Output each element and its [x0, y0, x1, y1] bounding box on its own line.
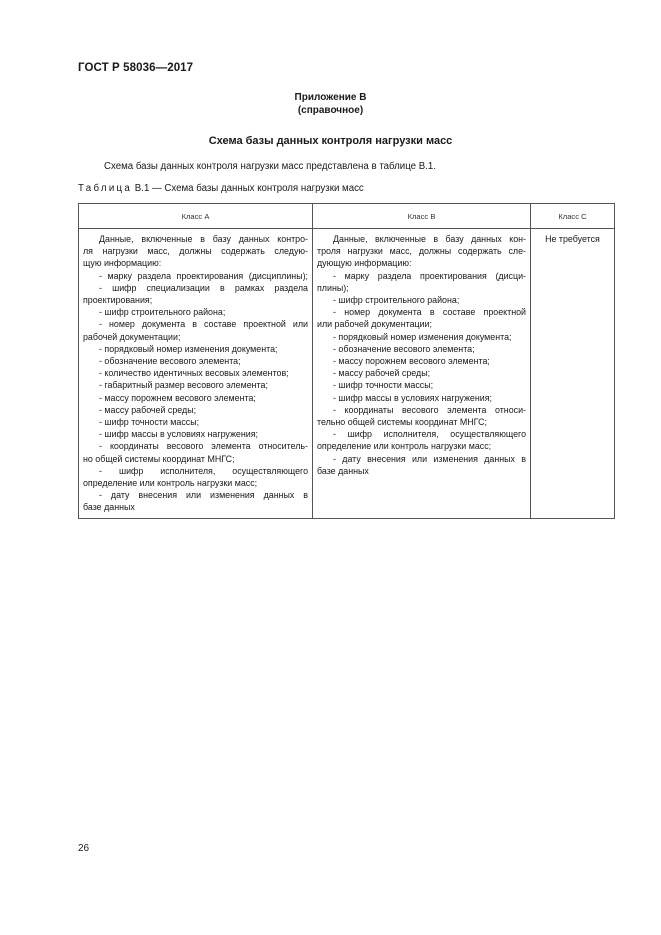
document-code: ГОСТ Р 58036—2017	[78, 62, 194, 74]
class-b-line: плины);	[317, 282, 349, 293]
class-a-line: определение или контроль нагрузки масс;	[83, 478, 258, 489]
class-b-line: - порядковый номер изменения документа;	[333, 331, 512, 342]
class-a-line: Данные, включенные в базу данных контро-	[99, 234, 308, 244]
class-b-line: - шифр точности массы;	[333, 380, 434, 391]
appendix-heading	[0, 91, 661, 117]
class-a-line: - шифр исполнителя, осуществляющего	[99, 465, 308, 476]
class-a-line: - количество идентичных весовых элементов;	[99, 368, 289, 379]
header-class-a: Класс А	[79, 204, 313, 229]
class-b-line: - шифр исполнителя, осуществляющего	[333, 429, 526, 440]
table-row	[79, 229, 615, 519]
class-a-line: - порядковый номер изменения документа;	[99, 343, 278, 354]
class-a-line: - шифр массы в условиях нагружения;	[99, 429, 258, 440]
class-a-line: - шифр строительного района;	[99, 307, 226, 318]
class-b-line: - шифр строительного района;	[333, 295, 460, 306]
class-a-line: но общей системы координат МНГС;	[83, 453, 235, 464]
class-a-line: - марку раздела проектирования (дисциплины);	[99, 270, 308, 281]
class-a-line: базе данных	[83, 502, 135, 513]
class-b-line: или рабочей документации;	[317, 319, 432, 330]
intro-paragraph: Схема базы данных контроля нагрузки масс представлена в таблице В.1.	[104, 161, 436, 172]
class-c-value: Не требуется	[545, 234, 600, 244]
class-a-line: ля нагрузки масс, должны содержать следую-	[83, 246, 308, 257]
cell-class-b	[313, 229, 531, 519]
class-b-line: тельно общей системы координат МНГС;	[317, 417, 487, 428]
class-b-line: базе данных	[317, 465, 369, 476]
table-caption-word: Таблица	[78, 183, 133, 194]
class-a-line: - массу рабочей среды;	[99, 404, 197, 415]
class-b-line: дующую информацию:	[317, 258, 412, 269]
header-class-c: Класс С	[531, 204, 615, 229]
class-a-line: - массу порожнем весового элемента;	[99, 392, 256, 403]
page-number: 26	[78, 843, 90, 854]
class-b-line: - массу порожнем весового элемента;	[333, 356, 490, 367]
class-b-line: - координаты весового элемента относи-	[333, 404, 526, 415]
class-a-line: - шифр специализации в рамках раздела	[99, 282, 308, 293]
header-class-b: Класс В	[313, 204, 531, 229]
class-a-line: - обозначение весового элемента;	[99, 356, 241, 367]
class-a-line: - шифр точности массы;	[99, 417, 200, 428]
class-a-line: щую информацию:	[83, 258, 162, 269]
class-b-line: определение или контроль нагрузки масс;	[317, 441, 492, 452]
class-b-line: - обозначение весового элемента;	[333, 343, 475, 354]
table-header-row	[79, 204, 615, 229]
class-b-line: - шифр массы в условиях нагружения;	[333, 392, 492, 403]
class-b-line: Данные, включенные в базу данных кон-	[333, 234, 526, 244]
class-a-line: - габаритный размер весового элемента;	[99, 380, 268, 391]
appendix-subtitle: (справочное)	[297, 105, 364, 116]
class-b-line: - дату внесения или изменения данных в	[333, 453, 526, 464]
class-b-line: - массу рабочей среды;	[333, 368, 431, 379]
class-b-line: - марку раздела проектирования (дисци-	[333, 270, 526, 281]
class-a-line: - номер документа в составе проектной или	[99, 319, 308, 330]
class-b-line: троля нагрузки масс, должны содержать сле-	[317, 246, 526, 257]
cell-class-c	[531, 229, 615, 519]
database-schema-table	[78, 203, 615, 519]
class-a-line: - дату внесения или изменения данных в	[99, 490, 308, 501]
class-a-line: - координаты весового элемента относитель-	[99, 441, 308, 452]
section-title: Схема базы данных контроля нагрузки масс	[208, 135, 453, 147]
class-a-line: проектирования;	[83, 295, 153, 306]
class-b-line: - номер документа в составе проектной	[333, 307, 526, 318]
table-caption	[78, 183, 364, 194]
appendix-title: Приложение В	[294, 92, 367, 103]
cell-class-a	[79, 229, 313, 519]
table-caption-text: В.1 — Схема базы данных контроля нагрузки масс	[132, 183, 364, 194]
class-a-line: рабочей документации;	[83, 331, 181, 342]
